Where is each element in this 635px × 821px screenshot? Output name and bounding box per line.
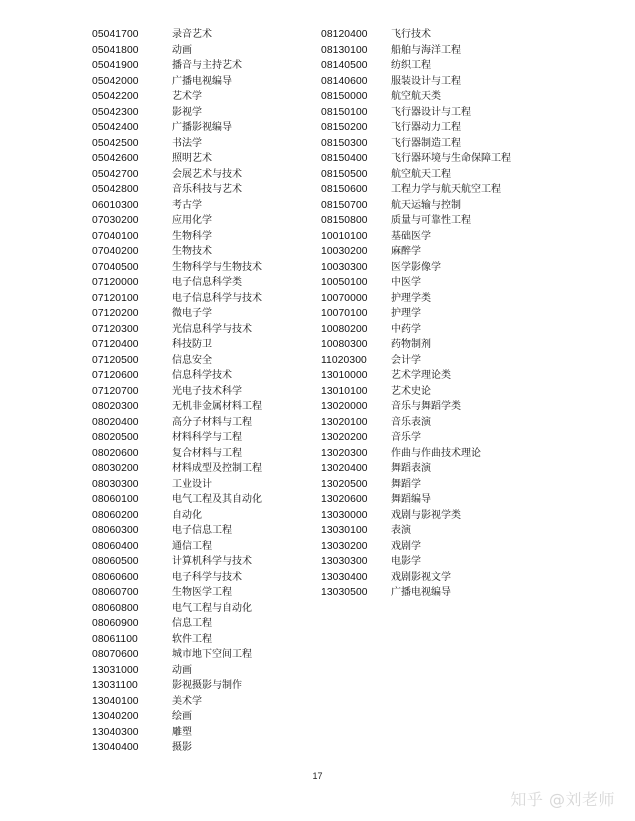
major-name: 音乐与舞蹈学类 [391, 401, 461, 412]
list-item [321, 477, 511, 493]
list-item [321, 554, 511, 570]
list-item [321, 337, 511, 353]
major-name: 航天运输与控制 [391, 199, 461, 211]
list-item [92, 260, 262, 276]
list-item [92, 601, 262, 617]
major-name: 质量与可靠性工程 [391, 215, 471, 226]
major-name: 光信息科学与技术 [172, 323, 252, 335]
major-name: 艺术史论 [391, 385, 431, 397]
list-item [321, 446, 511, 462]
major-code: 08070600 [92, 649, 139, 660]
list-item [92, 663, 262, 679]
list-item [321, 167, 511, 183]
list-item [92, 523, 262, 539]
major-code: 11020300 [321, 354, 367, 366]
list-item [321, 120, 511, 136]
list-item [92, 89, 262, 105]
major-name: 航空航天类 [391, 91, 441, 102]
major-name: 美术学 [172, 695, 202, 707]
list-item [321, 368, 511, 384]
major-code: 13020200 [321, 432, 368, 443]
list-item [92, 275, 262, 291]
major-code: 13040100 [92, 695, 139, 707]
major-code: 13020100 [321, 416, 368, 428]
major-name: 生物医学工程 [172, 587, 232, 598]
major-name: 戏剧学 [391, 540, 421, 552]
list-item [321, 570, 511, 586]
major-name: 船舶与海洋工程 [391, 44, 461, 56]
major-name: 工业设计 [172, 478, 212, 490]
major-name: 飞行器设计与工程 [391, 106, 471, 118]
list-item [321, 415, 511, 431]
list-item [92, 554, 262, 570]
major-name: 戏剧与影视学类 [391, 509, 461, 521]
list-item [92, 477, 262, 493]
major-code: 13031000 [92, 664, 139, 676]
list-item [321, 260, 511, 276]
major-name: 广播电视编导 [172, 75, 232, 87]
major-name: 会展艺术与技术 [172, 168, 242, 180]
major-name: 信息科学技术 [172, 370, 232, 381]
major-code: 08020600 [92, 447, 139, 459]
watermark: 知乎 @刘老师 [510, 790, 615, 809]
major-code: 10030200 [321, 246, 368, 257]
major-code: 13040400 [92, 742, 139, 753]
list-item [321, 151, 511, 167]
major-code: 13030200 [321, 540, 368, 552]
major-code: 05041900 [92, 60, 139, 71]
list-item [92, 725, 262, 741]
major-code: 10050100 [321, 277, 368, 288]
major-code: 08150800 [321, 215, 368, 226]
major-name: 电子信息工程 [172, 525, 232, 536]
list-item [321, 213, 511, 229]
major-code: 13040300 [92, 726, 139, 738]
major-code: 05041700 [92, 29, 139, 40]
list-item [92, 632, 262, 648]
major-name: 通信工程 [172, 540, 212, 552]
major-name: 信息安全 [172, 354, 212, 366]
list-item [92, 446, 262, 462]
list-item [92, 415, 262, 431]
major-name: 材料成型及控制工程 [172, 463, 262, 474]
major-code: 10010100 [321, 230, 368, 242]
major-code: 08130100 [321, 44, 368, 56]
list-item [92, 105, 262, 121]
major-code: 05041800 [92, 44, 139, 56]
major-name: 科技防卫 [172, 339, 212, 350]
list-item [92, 570, 262, 586]
major-name: 电影学 [391, 556, 421, 567]
list-item [321, 275, 511, 291]
major-code: 13020600 [321, 494, 368, 505]
major-code: 08020300 [92, 401, 139, 412]
list-item [92, 322, 262, 338]
list-item [92, 229, 262, 245]
major-name: 护理学类 [391, 292, 431, 304]
major-name: 工程力学与航天航空工程 [391, 184, 501, 195]
major-name: 电气工程与自动化 [172, 602, 252, 614]
list-item [92, 120, 262, 136]
list-item [321, 136, 511, 152]
major-code: 07120500 [92, 354, 139, 366]
major-name: 生物技术 [172, 246, 212, 257]
major-code: 08060800 [92, 602, 139, 614]
list-item [92, 508, 262, 524]
list-item [92, 353, 262, 369]
major-name: 飞行器制造工程 [391, 137, 461, 149]
list-item [92, 306, 262, 322]
major-code: 13020000 [321, 401, 368, 412]
list-item [321, 523, 511, 539]
major-code: 13010000 [321, 370, 368, 381]
major-code: 07120100 [92, 292, 139, 304]
list-item [92, 585, 262, 601]
major-code: 08140600 [321, 75, 368, 87]
major-code: 08060600 [92, 571, 139, 583]
list-item [92, 198, 262, 214]
major-code: 10070000 [321, 292, 368, 304]
major-code: 13031100 [92, 680, 138, 691]
major-name: 书法学 [172, 137, 202, 149]
list-item [92, 43, 262, 59]
list-item [92, 709, 262, 725]
major-name: 无机非金属材料工程 [172, 401, 262, 412]
major-name: 考古学 [172, 199, 202, 211]
list-item [92, 647, 262, 663]
major-name: 音乐科技与艺术 [172, 184, 242, 195]
major-name: 照明艺术 [172, 153, 212, 164]
major-code: 05042400 [92, 122, 139, 133]
list-item [92, 430, 262, 446]
major-name: 音乐表演 [391, 416, 431, 428]
list-item [92, 539, 262, 555]
list-item [321, 430, 511, 446]
major-name: 动画 [172, 664, 192, 676]
major-code: 07120400 [92, 339, 139, 350]
list-item [92, 291, 262, 307]
list-item [92, 27, 262, 43]
list-item [92, 182, 262, 198]
major-name: 飞行器动力工程 [391, 122, 461, 133]
major-code: 08060500 [92, 556, 139, 567]
major-code: 13020400 [321, 463, 368, 474]
list-item [321, 27, 511, 43]
major-name: 影视学 [172, 106, 202, 118]
major-name: 会计学 [391, 354, 421, 366]
list-item [321, 105, 511, 121]
major-name: 电子信息科学类 [172, 277, 242, 288]
list-item [321, 492, 511, 508]
major-name: 作曲与作曲技术理论 [391, 447, 481, 459]
list-item [92, 58, 262, 74]
major-code: 08150700 [321, 199, 368, 211]
major-code: 05042800 [92, 184, 139, 195]
major-code: 08030200 [92, 463, 139, 474]
major-code: 07120300 [92, 323, 139, 335]
major-name: 广播电视编导 [391, 587, 451, 598]
list-item [92, 167, 262, 183]
major-name: 广播影视编导 [172, 122, 232, 133]
major-code: 05042500 [92, 137, 139, 149]
right-column [321, 27, 511, 601]
major-code: 08150200 [321, 122, 368, 133]
major-name: 电子信息科学与技术 [172, 292, 262, 304]
major-name: 护理学 [391, 308, 421, 319]
list-item [92, 368, 262, 384]
major-name: 城市地下空间工程 [172, 649, 252, 660]
major-name: 表演 [391, 525, 411, 536]
major-name: 电子科学与技术 [172, 571, 242, 583]
major-name: 中药学 [391, 323, 421, 335]
major-name: 医学影像学 [391, 261, 441, 273]
major-code: 08150100 [321, 106, 368, 118]
major-code: 07120000 [92, 277, 139, 288]
major-name: 录音艺术 [172, 29, 212, 40]
list-item [321, 384, 511, 400]
major-code: 08060400 [92, 540, 139, 552]
major-name: 雕塑 [172, 726, 192, 738]
list-item [92, 151, 262, 167]
major-code: 05042000 [92, 75, 139, 87]
major-name: 软件工程 [172, 633, 212, 645]
major-code: 10070100 [321, 308, 368, 319]
list-item [92, 213, 262, 229]
major-code: 07120700 [92, 385, 139, 397]
major-name: 生物科学 [172, 230, 212, 242]
major-code: 07120600 [92, 370, 139, 381]
list-item [321, 399, 511, 415]
major-code: 08120400 [321, 29, 368, 40]
major-code: 08061100 [92, 633, 138, 645]
major-name: 应用化学 [172, 215, 212, 226]
major-code: 08020500 [92, 432, 139, 443]
major-name: 计算机科学与技术 [172, 556, 252, 567]
major-code: 07040100 [92, 230, 139, 242]
major-code: 07120200 [92, 308, 139, 319]
major-name: 飞行器环境与生命保障工程 [391, 153, 511, 164]
major-code: 08060300 [92, 525, 139, 536]
major-code: 13030100 [321, 525, 368, 536]
list-item [92, 74, 262, 90]
major-name: 电气工程及其自动化 [172, 494, 262, 505]
major-code: 05042700 [92, 168, 139, 180]
list-item [92, 244, 262, 260]
major-code: 06010300 [92, 199, 139, 211]
major-code: 07040200 [92, 246, 139, 257]
list-item [321, 182, 511, 198]
list-item [92, 616, 262, 632]
major-name: 自动化 [172, 509, 202, 521]
list-item [321, 244, 511, 260]
left-column [92, 27, 262, 756]
major-name: 艺术学 [172, 91, 202, 102]
major-name: 绘画 [172, 711, 192, 722]
major-code: 13020500 [321, 478, 368, 490]
list-item [321, 322, 511, 338]
list-item [321, 539, 511, 555]
major-code: 13030500 [321, 587, 368, 598]
major-code: 10080300 [321, 339, 368, 350]
list-item [321, 291, 511, 307]
major-code: 08060700 [92, 587, 139, 598]
major-code: 08150600 [321, 184, 368, 195]
major-name: 动画 [172, 44, 192, 56]
list-item [321, 353, 511, 369]
list-item [92, 337, 262, 353]
major-code: 05042200 [92, 91, 139, 102]
major-name: 中医学 [391, 277, 421, 288]
major-code: 08140500 [321, 60, 368, 71]
major-code: 13030000 [321, 509, 368, 521]
list-item [321, 89, 511, 105]
major-name: 药物制剂 [391, 339, 431, 350]
list-item [321, 74, 511, 90]
major-code: 08030300 [92, 478, 139, 490]
major-name: 光电子技术科学 [172, 385, 242, 397]
major-name: 信息工程 [172, 618, 212, 629]
major-name: 服装设计与工程 [391, 75, 461, 87]
major-name: 舞蹈编导 [391, 494, 431, 505]
list-item [92, 136, 262, 152]
major-name: 影视摄影与制作 [172, 680, 242, 691]
major-code: 08150300 [321, 137, 368, 149]
list-item [92, 694, 262, 710]
major-code: 13030400 [321, 571, 368, 583]
major-code: 08060100 [92, 494, 139, 505]
list-item [321, 43, 511, 59]
list-item [92, 678, 262, 694]
major-name: 纺织工程 [391, 60, 431, 71]
major-code: 10030300 [321, 261, 368, 273]
list-item [321, 58, 511, 74]
list-item [321, 229, 511, 245]
major-name: 复合材料与工程 [172, 447, 242, 459]
major-code: 08020400 [92, 416, 139, 428]
list-item [321, 461, 511, 477]
list-item [92, 492, 262, 508]
list-item [92, 461, 262, 477]
major-name: 材料科学与工程 [172, 432, 242, 443]
list-item [321, 198, 511, 214]
major-code: 08150500 [321, 168, 368, 180]
major-name: 音乐学 [391, 432, 421, 443]
list-item [92, 384, 262, 400]
major-name: 舞蹈表演 [391, 463, 431, 474]
list-item [321, 585, 511, 601]
major-name: 基础医学 [391, 230, 431, 242]
major-name: 航空航天工程 [391, 168, 451, 180]
major-code: 13020300 [321, 447, 368, 459]
major-name: 麻醉学 [391, 246, 421, 257]
major-name: 生物科学与生物技术 [172, 261, 262, 273]
major-code: 13030300 [321, 556, 368, 567]
major-name: 高分子材料与工程 [172, 416, 252, 428]
major-code: 07030200 [92, 215, 139, 226]
major-name: 微电子学 [172, 308, 212, 319]
major-name: 播音与主持艺术 [172, 60, 242, 71]
major-name: 戏剧影视文学 [391, 571, 451, 583]
major-code: 05042600 [92, 153, 139, 164]
major-name: 舞蹈学 [391, 478, 421, 490]
major-code: 08150400 [321, 153, 368, 164]
major-code: 10080200 [321, 323, 368, 335]
list-item [321, 508, 511, 524]
major-code: 08060900 [92, 618, 139, 629]
list-item [321, 306, 511, 322]
major-code: 13040200 [92, 711, 139, 722]
major-name: 艺术学理论类 [391, 370, 451, 381]
major-code: 13010100 [321, 385, 368, 397]
major-code: 07040500 [92, 261, 139, 273]
major-name: 飞行技术 [391, 29, 431, 40]
major-name: 摄影 [172, 742, 192, 753]
list-item [92, 399, 262, 415]
major-code: 05042300 [92, 106, 139, 118]
major-code: 08060200 [92, 509, 139, 521]
major-code: 08150000 [321, 91, 368, 102]
list-item [92, 740, 262, 756]
page-number: 17 [312, 771, 323, 781]
